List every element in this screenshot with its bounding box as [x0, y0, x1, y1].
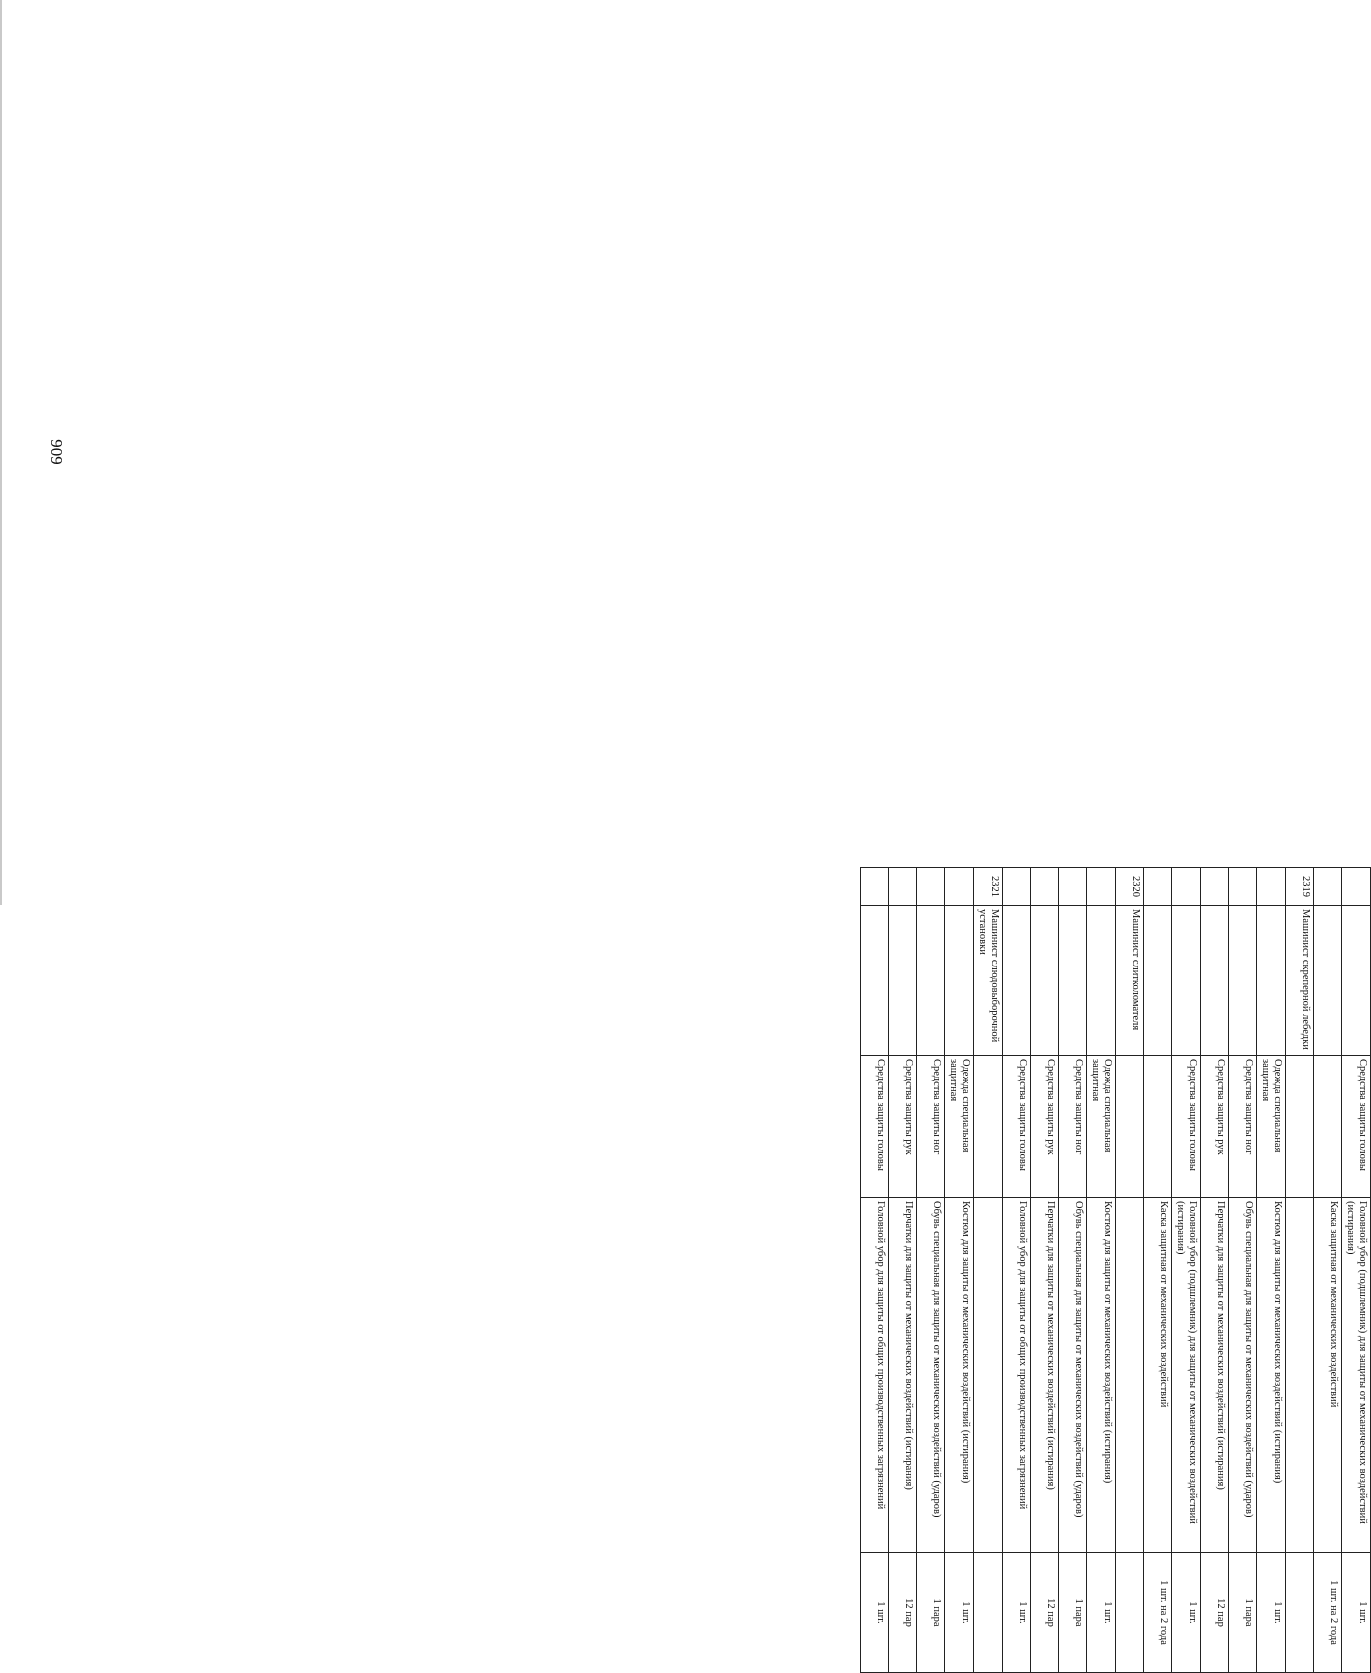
category-cell: Средства защиты головы — [1342, 1056, 1371, 1198]
num-cell — [945, 868, 974, 906]
item-cell: Костюм для защиты от механических воздействий (истирания) — [1087, 1198, 1116, 1553]
num-cell — [1172, 868, 1201, 906]
num-cell — [889, 868, 917, 906]
table-row — [889, 868, 917, 1673]
rotated-table-container — [875, 867, 1371, 1672]
category-cell: Средства защиты рук — [1201, 1056, 1229, 1198]
num-cell — [1144, 868, 1172, 906]
category-cell: Одежда специальная защитная — [945, 1056, 974, 1198]
table-body — [861, 868, 1371, 1673]
num-cell: 2321 — [974, 868, 1003, 906]
category-cell: Средства защиты рук — [1031, 1056, 1059, 1198]
num-cell — [1314, 868, 1342, 906]
num-cell — [1003, 868, 1031, 906]
table-row — [974, 868, 1003, 1673]
table-row — [1172, 868, 1201, 1673]
scan-edge-line — [0, 0, 2, 905]
table-row — [1201, 868, 1229, 1673]
table-row — [1003, 868, 1031, 1673]
qty-cell: 12 пар — [889, 1553, 917, 1673]
num-cell — [1031, 868, 1059, 906]
qty-cell: 1 шт. — [1087, 1553, 1116, 1673]
qty-cell: 12 пар — [1031, 1553, 1059, 1673]
profession-cell: Машинист слитколомателя — [1116, 906, 1144, 1056]
category-cell — [1116, 1056, 1144, 1198]
item-cell: Перчатки для защиты от механических воздействий (истирания) — [889, 1198, 917, 1553]
table-row — [1116, 868, 1144, 1673]
item-cell — [1286, 1198, 1314, 1553]
ppe-table — [860, 867, 1371, 1673]
profession-cell — [1201, 906, 1229, 1056]
num-cell — [1257, 868, 1286, 906]
table-row — [1144, 868, 1172, 1673]
num-cell — [1342, 868, 1371, 906]
item-cell — [974, 1198, 1003, 1553]
table-row — [1342, 868, 1371, 1673]
table-row — [1314, 868, 1342, 1673]
profession-cell — [1172, 906, 1201, 1056]
item-cell: Обувь специальная для защиты от механических воздействий (ударов) — [917, 1198, 945, 1553]
profession-cell — [945, 906, 974, 1056]
category-cell — [1286, 1056, 1314, 1198]
table-row — [1087, 868, 1116, 1673]
num-cell — [1059, 868, 1087, 906]
table-frame — [94, 62, 1368, 1645]
item-cell: Головной убор для защиты от общих производственных загрязнений — [861, 1198, 889, 1553]
qty-cell: 1 шт. на 2 года — [1314, 1553, 1342, 1673]
table-row — [1229, 868, 1257, 1673]
category-cell: Средства защиты ног — [917, 1056, 945, 1198]
profession-cell — [861, 906, 889, 1056]
table-row — [917, 868, 945, 1673]
item-cell: Перчатки для защиты от механических воздействий (истирания) — [1031, 1198, 1059, 1553]
profession-cell — [1257, 906, 1286, 1056]
profession-cell — [1087, 906, 1116, 1056]
item-cell: Головной убор (подшлемник) для защиты от механических воздействий (истирания) — [1342, 1198, 1371, 1553]
profession-cell — [1003, 906, 1031, 1056]
qty-cell: 1 шт. на 2 года — [1144, 1553, 1172, 1673]
item-cell: Костюм для защиты от механических воздействий (истирания) — [945, 1198, 974, 1553]
category-cell: Одежда специальная защитная — [1087, 1056, 1116, 1198]
page-number: 909 — [47, 439, 66, 465]
qty-cell: 1 пара — [917, 1553, 945, 1673]
item-cell: Костюм для защиты от механических воздействий (истирания) — [1257, 1198, 1286, 1553]
qty-cell: 1 шт. — [1342, 1553, 1371, 1673]
category-cell: Средства защиты ног — [1059, 1056, 1087, 1198]
item-cell: Обувь специальная для защиты от механических воздействий (ударов) — [1059, 1198, 1087, 1553]
profession-cell — [889, 906, 917, 1056]
num-cell: 2320 — [1116, 868, 1144, 906]
table-row — [861, 868, 889, 1673]
profession-cell — [1059, 906, 1087, 1056]
table-row — [1059, 868, 1087, 1673]
table-row — [1257, 868, 1286, 1673]
item-cell: Каска защитная от механических воздействий — [1144, 1198, 1172, 1553]
num-cell: 2319 — [1286, 868, 1314, 906]
qty-cell: 1 шт. — [945, 1553, 974, 1673]
num-cell — [1087, 868, 1116, 906]
profession-cell — [1144, 906, 1172, 1056]
category-cell — [1314, 1056, 1342, 1198]
profession-cell: Машинист слюдовыборочной установки — [974, 906, 1003, 1056]
num-cell — [1201, 868, 1229, 906]
category-cell: Средства защиты головы — [1172, 1056, 1201, 1198]
item-cell: Обувь специальная для защиты от механических воздействий (ударов) — [1229, 1198, 1257, 1553]
qty-cell: 1 шт. — [861, 1553, 889, 1673]
num-cell — [917, 868, 945, 906]
category-cell: Средства защиты головы — [861, 1056, 889, 1198]
category-cell — [974, 1056, 1003, 1198]
item-cell — [1116, 1198, 1144, 1553]
item-cell: Головной убор для защиты от общих производственных загрязнений — [1003, 1198, 1031, 1553]
qty-cell — [1116, 1553, 1144, 1673]
num-cell — [1229, 868, 1257, 906]
category-cell: Средства защиты ног — [1229, 1056, 1257, 1198]
category-cell: Средства защиты головы — [1003, 1056, 1031, 1198]
profession-cell — [1229, 906, 1257, 1056]
num-cell — [861, 868, 889, 906]
profession-cell — [917, 906, 945, 1056]
category-cell: Средства защиты рук — [889, 1056, 917, 1198]
table-row — [1286, 868, 1314, 1673]
qty-cell — [974, 1553, 1003, 1673]
qty-cell: 12 пар — [1201, 1553, 1229, 1673]
qty-cell: 1 пара — [1229, 1553, 1257, 1673]
table-row — [1031, 868, 1059, 1673]
item-cell: Перчатки для защиты от механических воздействий (истирания) — [1201, 1198, 1229, 1553]
item-cell: Головной убор (подшлемник) для защиты от механических воздействий (истирания) — [1172, 1198, 1201, 1553]
item-cell: Каска защитная от механических воздействий — [1314, 1198, 1342, 1553]
profession-cell — [1031, 906, 1059, 1056]
profession-cell — [1314, 906, 1342, 1056]
qty-cell: 1 шт. — [1172, 1553, 1201, 1673]
qty-cell: 1 шт. — [1257, 1553, 1286, 1673]
qty-cell — [1286, 1553, 1314, 1673]
profession-cell: Машинист скреперной лебедки — [1286, 906, 1314, 1056]
category-cell — [1144, 1056, 1172, 1198]
qty-cell: 1 шт. — [1003, 1553, 1031, 1673]
profession-cell — [1342, 906, 1371, 1056]
qty-cell: 1 пара — [1059, 1553, 1087, 1673]
table-row — [945, 868, 974, 1673]
category-cell: Одежда специальная защитная — [1257, 1056, 1286, 1198]
